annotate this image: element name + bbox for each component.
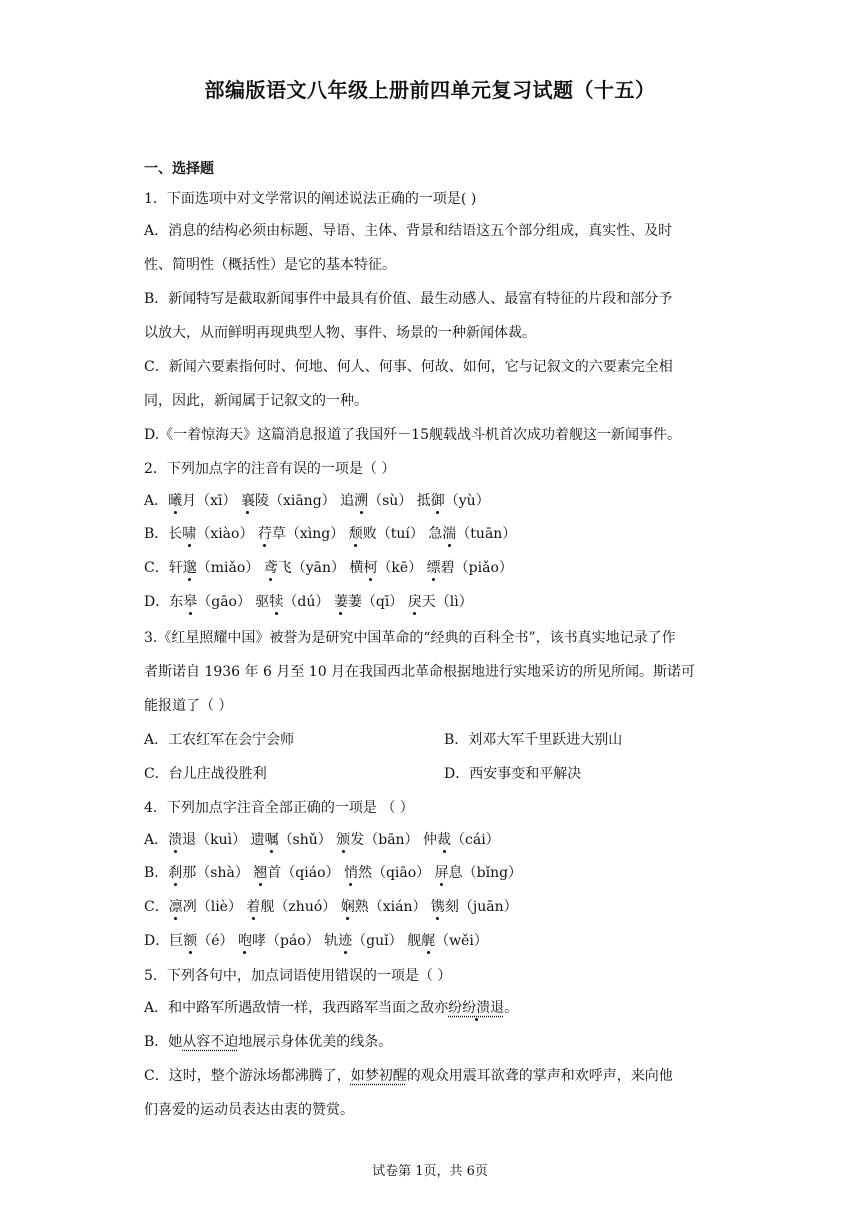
question-4-option-b: B．刹那（shà） 翘首（qiáo） 悄然（qiāo） 屏息（bǐng）	[144, 865, 523, 881]
question-5-option-a: A．和中路军所遇敌情一样，我西路军当面之敌亦纷纷溃退。	[144, 1000, 519, 1016]
dotted-char: 曦	[168, 493, 183, 509]
question-3-stem-end: 能报道了（ ）	[144, 698, 233, 714]
page-footer: 试卷第 1页，共 6页	[372, 1164, 488, 1179]
dotted-char: 御	[430, 493, 445, 509]
question-2-stem: 2．下列加点字的注音有误的一项是（ ）	[144, 461, 396, 477]
question-2-option-b: B．长啸（xiào） 荇草（xìng） 颓败（tuí） 急湍（tuān）	[144, 526, 517, 542]
dotted-char: 皋	[183, 594, 198, 610]
dotted-char: 咆	[237, 933, 252, 949]
question-2-option-d: D．东皋（gāo） 驱犊（dú） 萋萋（qī） 戾天（lì）	[144, 594, 473, 610]
question-1-stem: 1．下面选项中对文学常识的阐述说法正确的一项是( )	[144, 191, 477, 207]
question-5-stem: 5．下列各句中，加点词语使用错误的一项是（ ）	[144, 968, 452, 984]
dotted-char: 湍	[442, 526, 457, 542]
dotted-char: 刹	[168, 865, 183, 881]
dotted-char: 襄	[240, 493, 255, 509]
question-4-option-d: D．巨额（é） 咆哮（páo） 轨迹（guǐ） 舰艉（wěi）	[144, 933, 488, 949]
question-3-option-c: C．台儿庄战役胜利	[144, 766, 267, 782]
dotted-phrase: 纷纷溃退	[448, 1000, 505, 1016]
question-1-option-c: C．新闻六要素指何时、何地、何人、何事、何故、如何，它与记叙文的六要素完全相	[144, 359, 673, 375]
question-1-option-b-cont: 以放大，从而鲜明再现典型人物、事件、场景的一种新闻体裁。	[144, 325, 536, 341]
dotted-phrase: 如梦初醒	[350, 1068, 407, 1084]
dotted-char: 屏	[434, 865, 449, 881]
dotted-char: 戾	[407, 594, 422, 610]
dotted-char: 艉	[421, 933, 436, 949]
question-4-option-c: C．凛冽（liè） 着舰（zhuó） 娴熟（xián） 镌刻（juān）	[144, 899, 518, 915]
question-1-option-a-cont: 性、简明性（概括性）是它的基本特征。	[144, 257, 396, 273]
dotted-char: 凛	[168, 899, 183, 915]
question-4-stem: 4．下列加点字注音全部正确的一项是 （ ）	[144, 800, 414, 816]
question-2-option-a: A．曦月（xī） 襄陵（xiāng） 追溯（sù） 抵御（yù）	[144, 493, 490, 509]
dotted-char: 翘	[253, 865, 268, 881]
dotted-char: 镌	[430, 899, 445, 915]
dotted-char: 柯	[363, 560, 378, 576]
question-3-option-b: B．刘邓大军千里跃进大别山	[444, 732, 623, 748]
question-1-option-a: A．消息的结构必须由标题、导语、主体、背景和结语这五个部分组成，真实性、及时	[144, 223, 673, 239]
dotted-char: 悄	[343, 865, 358, 881]
dotted-char: 犊	[269, 594, 284, 610]
dotted-char: 啸	[182, 526, 197, 542]
question-5-option-c: C．这时，整个游泳场都沸腾了，如梦初醒的观众用震耳欲聋的掌声和欢呼声，来向他	[144, 1068, 673, 1084]
page-title: 部编版语文八年级上册前四单元复习试题（十五）	[204, 78, 656, 102]
question-3-option-a: A．工农红军在会宁会师	[144, 732, 295, 748]
dotted-char: 萋	[333, 594, 348, 610]
question-1-option-d: D.《一着惊海天》这篇消息报道了我国歼－15舰载战斗机首次成功着舰这一新闻事件。	[144, 427, 681, 443]
dotted-char: 裁	[437, 832, 452, 848]
dotted-char: 嘱	[264, 832, 279, 848]
dotted-char: 迹	[338, 933, 353, 949]
dotted-char: 溃	[168, 832, 183, 848]
question-1-option-b: B．新闻特写是截取新闻事件中最具有价值、最生动感人、最富有特征的片段和部分予	[144, 291, 673, 307]
dotted-char: 着	[246, 899, 261, 915]
question-3-option-d: D．西安事变和平解决	[444, 766, 582, 782]
question-5-option-c-cont: 们喜爱的运动员表达由衷的赞赏。	[144, 1102, 354, 1118]
dotted-char: 荇	[257, 526, 272, 542]
question-2-option-c: C．轩邈（miǎo） 鸢飞（yān） 横柯（kē） 缥碧（piǎo）	[144, 560, 513, 576]
dotted-char: 颁	[336, 832, 351, 848]
dotted-char: 额	[183, 933, 198, 949]
dotted-char: 娴	[340, 899, 355, 915]
dotted-char: 溯	[354, 493, 369, 509]
question-3-stem-cont: 者斯诺自 1936 年 6 月至 10 月在我国西北革命根据地进行实地采访的所见所闻。斯诺可	[144, 664, 696, 680]
section-heading: 一、选择题	[144, 161, 214, 177]
dotted-char: 缥	[426, 560, 441, 576]
question-3-stem: 3.《红星照耀中国》被誉为是研究中国革命的“经典的百科全书”，该书真实地记录了作	[144, 630, 676, 646]
question-4-option-a: A．溃退（kuì） 遗嘱（shǔ） 颁发（bān） 仲裁（cái）	[144, 832, 500, 848]
dotted-char: 邈	[182, 560, 197, 576]
dotted-char: 鸢	[263, 560, 278, 576]
dotted-phrase: 从容不迫	[182, 1034, 239, 1050]
question-1-option-c-cont: 同，因此，新闻属于记叙文的一种。	[144, 393, 368, 409]
dotted-char: 颓	[348, 526, 363, 542]
question-5-option-b: B．她从容不迫地展示身体优美的线条。	[144, 1034, 393, 1050]
